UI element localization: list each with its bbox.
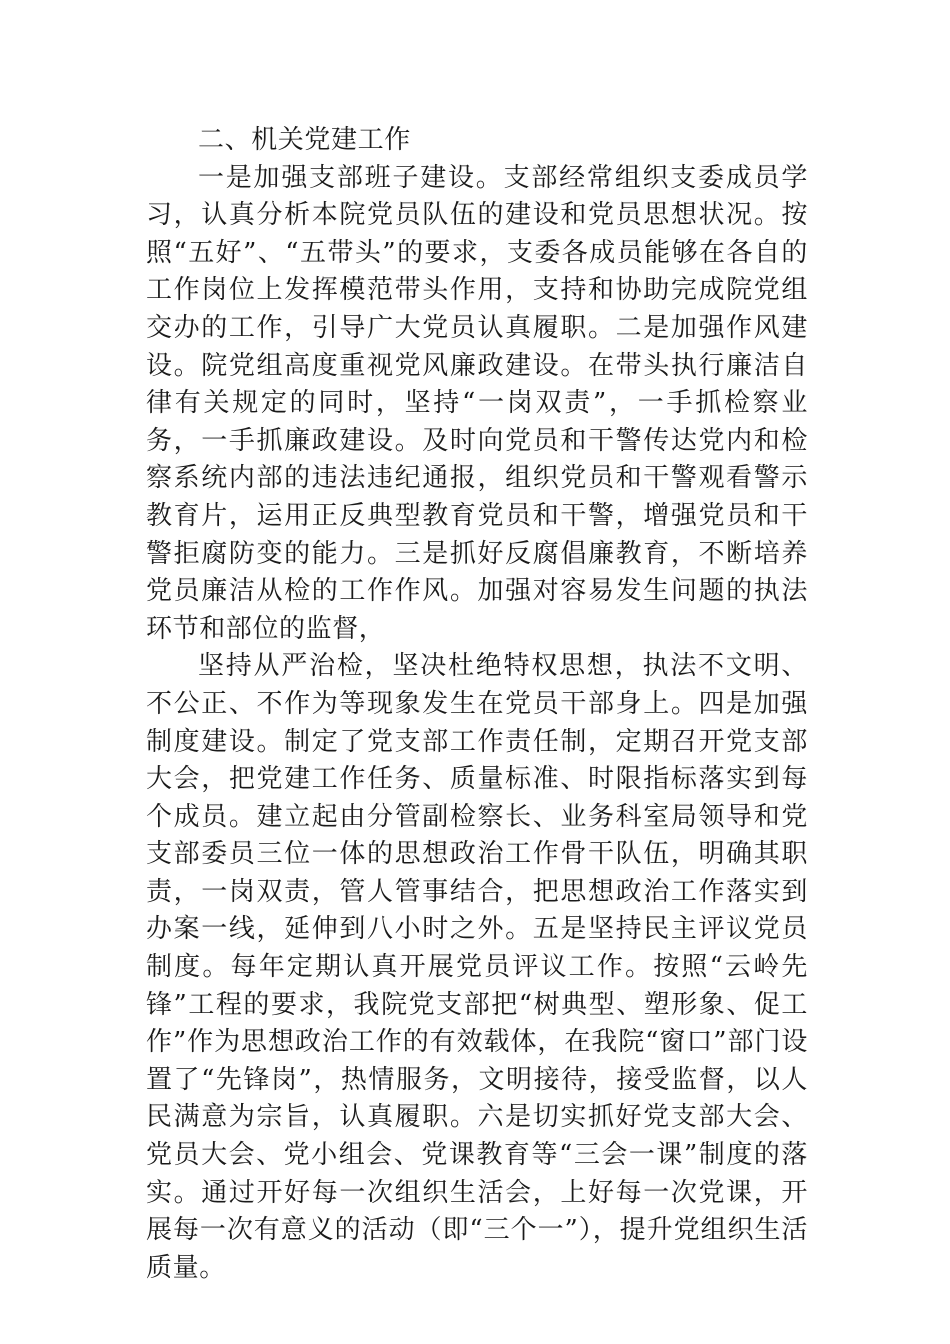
body-paragraph-2: 坚持从严治检，坚决杜绝特权思想，执法不文明、不公正、不作为等现象发生在党员干部身上。四是加强制度建设。制定了党支部工作责任制，定期召开党支部大会，把党建工作任务、质量标准、时限指标落实到每个成员。建立起由分管副检察长、业务科室局领导和党支部委员三位一体的思想政治工作骨干队伍，明确其职责，一岗双责，管人管事结合，把思想政治工作落实到办案一线，延伸到八小时之外。五是坚持民主评议党员制度。每年定期认真开展党员评议工作。按照“云岭先锋”工程的要求，我院党支部把“树典型、塑形象、促工作”作为思想政治工作的有效载体，在我院“窗口”部门设置了“先锋岗”，热情服务，文明接待，接受监督，以人民满意为宗旨，认真履职。六是切实抓好党支部大会、党员大会、党小组会、党课教育等“三会一课”制度的落实。通过开好每一次组织生活会，上好每一次党课，开展每一次有意义的活动（即“三个一”），提升党组织生活质量。 [146, 651, 808, 1283]
document-body [146, 122, 808, 1287]
section-heading: 二、机关党建工作 [198, 125, 411, 155]
body-paragraph-1: 一是加强支部班子建设。支部经常组织支委成员学习，认真分析本院党员队伍的建设和党员思想状况。按照“五好”、“五带头”的要求，支委各成员能够在各自的工作岗位上发挥模范带头作用，支持和协助完成院党组交办的工作，引导广大党员认真履职。二是加强作风建设。院党组高度重视党风廉政建设。在带头执行廉洁自律有关规定的同时，坚持“一岗双责”，一手抓检察业务，一手抓廉政建设。及时向党员和干警传达党内和检察系统内部的违法违纪通报，组织党员和干警观看警示教育片，运用正反典型教育党员和干警，增强党员和干警拒腐防变的能力。三是抓好反腐倡廉教育，不断培养党员廉洁从检的工作作风。加强对容易发生问题的执法环节和部位的监督， [146, 162, 808, 644]
